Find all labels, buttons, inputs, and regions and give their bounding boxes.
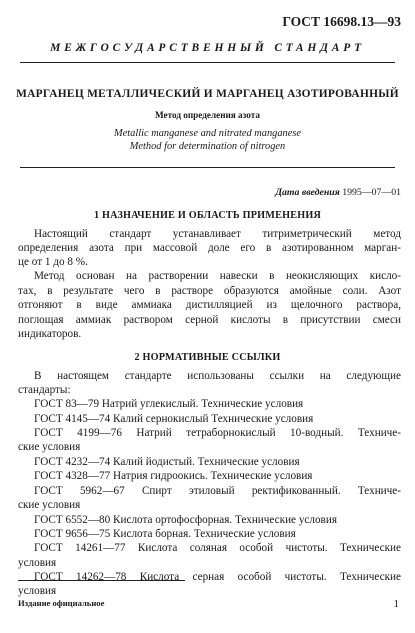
section-2-line: условия — [18, 585, 57, 597]
section-2-line: ские условия — [18, 441, 81, 453]
intro-date-label: Дата введения — [275, 187, 340, 198]
section-2-line: ГОСТ 4328—77 Натрия гидроокись. Технические условия — [34, 470, 313, 482]
section-2-line: ГОСТ 14262—78 Кислота серная особой чистоты. Технические — [34, 571, 401, 583]
section-1-line: Настоящий стандарт устанавливает титриметрический метод — [34, 228, 401, 240]
page-number: 1 — [393, 598, 399, 610]
section-2-heading: 2 НОРМАТИВНЫЕ ССЫЛКИ — [134, 352, 281, 363]
section-2-line: ГОСТ 14261—77 Кислота соляная особой чистоты. Технические — [34, 542, 401, 554]
intro-date-value: 1995—07—01 — [342, 187, 401, 198]
section-2-line: ские условия — [18, 499, 81, 511]
section-1-heading: 1 НАЗНАЧЕНИЕ И ОБЛАСТЬ ПРИМЕНЕНИЯ — [94, 210, 321, 221]
intro-date — [275, 187, 401, 198]
edition-rule — [18, 580, 185, 581]
section-2-line: ГОСТ 6552—80 Кислота ортофосфорная. Технические условия — [34, 514, 337, 526]
section-2-line: стандарты: — [18, 384, 71, 396]
section-2-line: В настоящем стандарте использованы ссылки на следующие — [34, 370, 401, 382]
section-1-line: отгоняют в виде аммиака дистилляцией из щелочного раствора, — [18, 299, 401, 311]
title-rule — [20, 167, 395, 168]
section-1-line: це от 1 до 8 %. — [18, 256, 88, 268]
title-en-line-1: Metallic manganese and nitrated manganese — [114, 128, 301, 139]
gost-number: ГОСТ 16698.13—93 — [282, 14, 401, 29]
section-2-line: ГОСТ 83—79 Натрий углекислый. Технические условия — [34, 398, 304, 410]
section-2-line: условия — [18, 557, 57, 569]
section-2-line: ГОСТ 5962—67 Спирт этиловый ректификованный. Техниче- — [34, 485, 401, 497]
document-title: МАРГАНЕЦ МЕТАЛЛИЧЕСКИЙ И МАРГАНЕЦ АЗОТИРОВАННЫЙ — [16, 88, 399, 100]
method-title-ru: Метод определения азота — [155, 110, 260, 120]
section-1-line: Метод основан на растворении навески в неокисляющих кисло- — [34, 270, 401, 282]
edition-label: Издание официальное — [18, 598, 105, 608]
section-1-line: тах, в результате чего в растворе образуются амойные соли. Азот — [18, 285, 401, 297]
section-2-line: ГОСТ 4232—74 Калий йодистый. Технические условия — [34, 456, 300, 468]
section-2-line: ГОСТ 4145—74 Калий сернокислый Технические условия — [34, 413, 314, 425]
title-en-line-2: Method for determination of nitrogen — [129, 141, 286, 152]
section-1-line: определения азота при массовой доле его в азотированном марган- — [18, 242, 401, 254]
section-2-line: ГОСТ 4199—76 Натрий тетраборнокислый 10-водный. Техниче- — [34, 427, 401, 439]
section-2-line: ГОСТ 9656—75 Кислота борная. Технические условия — [34, 528, 296, 540]
top-rule — [20, 62, 395, 63]
section-1-line: индикаторов. — [18, 328, 82, 340]
interstate-standard-label: МЕЖГОСУДАРСТВЕННЫЙ СТАНДАРТ — [50, 42, 365, 54]
section-1-line: поглощая аммиак раствором серной кислоты в присутствии смеси — [18, 314, 401, 326]
